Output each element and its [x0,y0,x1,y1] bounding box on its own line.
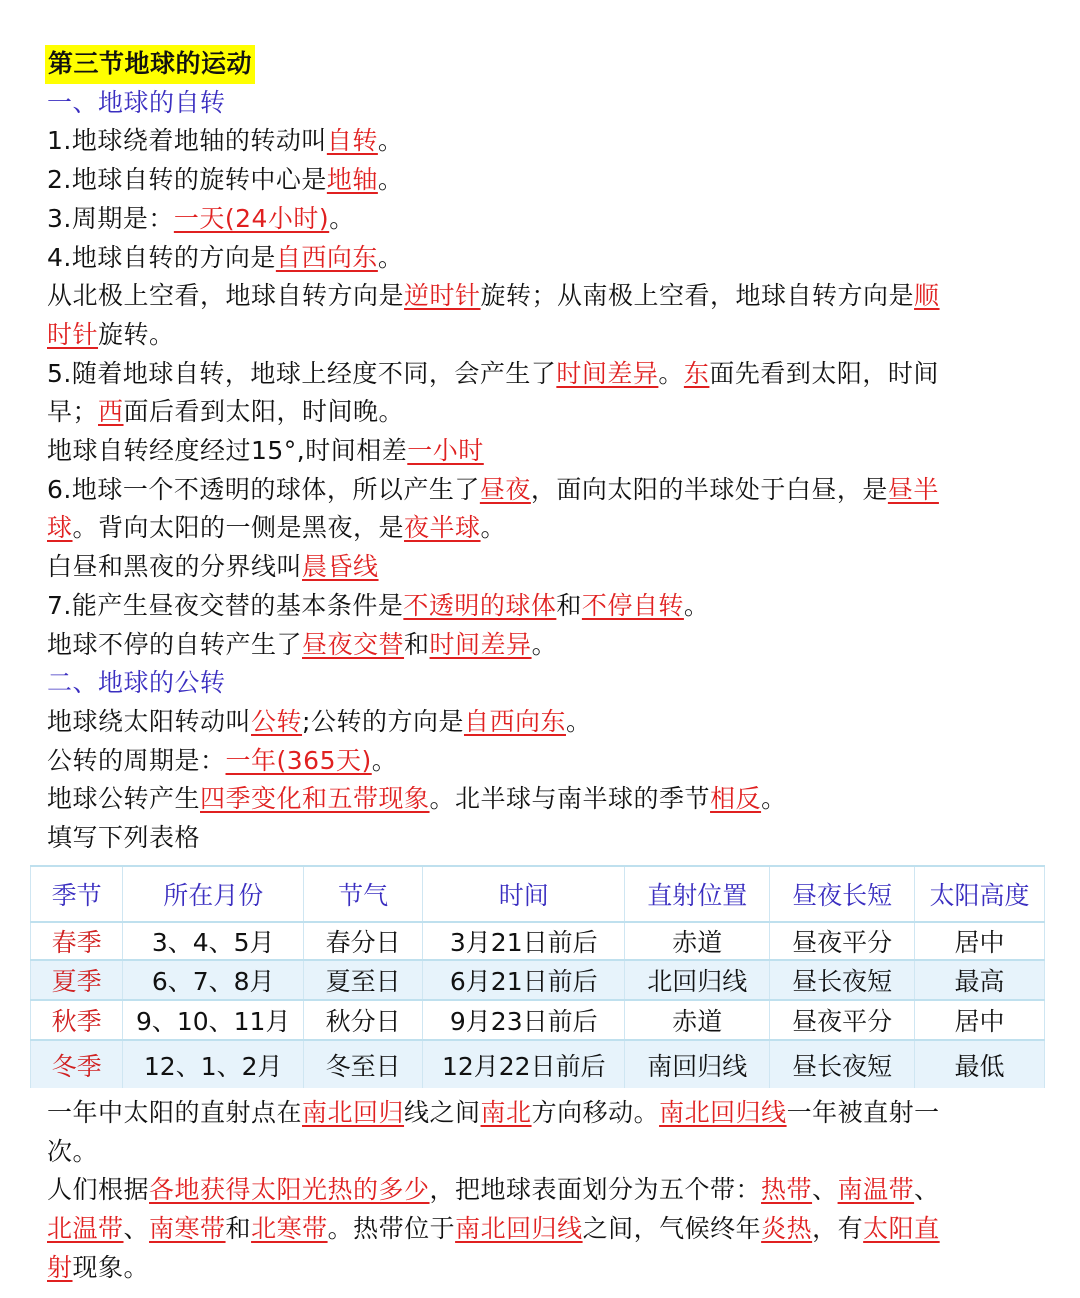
body-text: 、 [812,1175,838,1205]
answer-text: 公转 [251,706,303,736]
answer-text: 北温带 [47,1214,124,1244]
body-text: 。 [531,629,558,659]
body-text: 。 [371,745,398,775]
answer-text: 不透明的球体 [403,590,557,620]
answer-text: 一年(365天) [225,745,372,775]
table-cell: 北回归线 [625,960,770,1000]
body-text: ，有 [812,1214,864,1244]
answer-text: 南北回归 [302,1098,405,1127]
body-text: 。 [377,126,404,156]
table-cell: 昼长夜短 [770,960,915,1000]
table-row [31,960,1045,1000]
body-text: 白昼和黑夜的分界线叫 [47,552,303,582]
text-line [47,277,1047,316]
table-row [31,922,1045,960]
body-text: 。北半球与南半球的季节 [429,784,711,814]
table-cell: 最高 [915,960,1045,1000]
body-text: 3.周期是： [47,203,174,233]
body-text: 。热带位于 [327,1214,456,1244]
body-text: 方向移动。 [531,1098,660,1127]
answer-text: 相反 [710,784,762,814]
answer-text: 顺 [914,281,940,311]
answer-text: 昼夜 [479,474,531,504]
table-cell: 昼夜平分 [770,1000,915,1040]
body-text: 、 [914,1175,940,1205]
body-text: ;公转的方向是 [302,706,464,736]
table-cell: 赤道 [625,922,770,960]
body-text: 旋转。 [98,319,175,349]
text-line [47,703,1047,742]
body-text: 。 [565,706,592,736]
body-text: 。 [480,513,507,543]
table-cell: 6月21日前后 [423,960,625,1000]
table-cell: 12月22日前后 [423,1040,625,1088]
text-line [47,548,1047,587]
answer-text: 太阳直 [863,1214,940,1244]
text-line [47,161,1047,200]
answer-text: 炎热 [761,1214,813,1244]
answer-text: 地轴 [326,165,378,195]
rotation-notes [47,122,1047,664]
table-cell: 冬至日 [304,1040,423,1088]
answer-text: 逆时针 [404,281,481,311]
table-cell: 3、4、5月 [123,922,304,960]
answer-text: 自转 [326,126,378,156]
text-line [47,1249,1047,1288]
body-text: 面先看到太阳，时间 [709,358,939,388]
answer-text: 南北 [480,1098,532,1127]
table-row [31,1000,1045,1040]
body-text: 一年被直射一 [786,1098,940,1127]
column-header: 太阳高度 [915,866,1045,922]
body-text: 现象。 [72,1252,150,1282]
answer-text: 东 [683,358,710,388]
body-text: 地球公转产生 [47,784,201,814]
table-cell: 赤道 [625,1000,770,1040]
body-text: 地球自转经度经过15°,时间相差 [47,436,408,466]
answer-text: 西 [98,397,124,427]
body-text: 5.随着地球自转，地球上经度不同，会产生了 [47,358,557,388]
body-text: 7.能产生昼夜交替的基本条件是 [47,590,404,620]
text-line [47,471,1047,510]
table-row [31,1040,1045,1088]
table-cell: 冬季 [31,1040,123,1088]
body-text: 。 [329,203,355,233]
answer-text: 自西向东 [463,706,566,736]
text-line [47,200,1047,239]
section-title: 第三节地球的运动 [45,45,255,84]
revolution-notes [47,703,1047,858]
table-cell: 3月21日前后 [423,922,625,960]
table-cell: 最低 [915,1040,1045,1088]
body-text: 地球绕太阳转动叫 [47,706,252,736]
answer-text: 晨昏线 [302,552,379,582]
text-line [47,819,1047,858]
column-header: 昼夜长短 [770,866,915,922]
column-header: 季节 [31,866,123,922]
body-text: 从北极上空看，地球自转方向是 [47,281,405,311]
answer-text: 不停自转 [581,590,684,620]
body-text: 。 [377,165,404,195]
body-text: ，面向太阳的半球处于白昼，是 [530,474,888,504]
text-line [47,742,1047,781]
answer-text: 南温带 [837,1175,915,1205]
heading-revolution: 二、地球的公转 [47,668,226,698]
column-header: 时间 [423,866,625,922]
text-line [47,1171,1047,1210]
table-cell: 秋季 [31,1000,123,1040]
answer-text: 昼半 [887,474,939,504]
answer-text: 时间差异 [429,629,532,659]
answer-text: 昼夜交替 [302,629,405,659]
answer-text: 时间差异 [556,358,659,388]
answer-text: 一小时 [407,436,484,466]
text-line [47,626,1047,665]
answer-text: 南寒带 [149,1214,226,1244]
body-text: 填写下列表格 [47,823,201,853]
answer-text: 南北回归线 [455,1214,583,1244]
body-text: 之间，气候终年 [582,1214,762,1244]
body-text: 地球不停的自转产生了 [47,629,303,659]
text-line [47,432,1047,471]
answer-text: 四季变化和五带现象 [200,784,430,814]
answer-text: 自西向东 [275,242,378,272]
table-cell: 9月23日前后 [423,1000,625,1040]
answer-text: 北寒带 [251,1214,328,1244]
body-text: 。 [658,358,684,388]
answer-text: 各地获得太阳光热的多少 [149,1175,430,1205]
answer-text: 时针 [47,319,99,349]
body-text: 和 [225,1214,252,1244]
document-body [47,45,1047,858]
body-text: 次。 [47,1136,99,1166]
text-line [47,509,1047,548]
body-text: 旋转；从南极上空看，地球自转方向是 [480,281,915,311]
text-line [47,1094,1047,1133]
text-line [47,355,1047,394]
body-text: 公转的周期是： [47,745,226,775]
text-line [47,393,1047,432]
body-text: ，把地球表面划分为五个带： [429,1175,762,1205]
table-cell: 夏至日 [304,960,423,1000]
answer-text: 一天(24小时) [173,203,330,233]
seasons-table [30,865,1045,1088]
answer-text: 南北回归线 [659,1098,787,1127]
table-cell: 9、10、11月 [123,1000,304,1040]
text-line [47,239,1047,278]
column-header: 节气 [304,866,423,922]
table-cell: 春季 [31,922,123,960]
body-text: 线之间 [404,1098,481,1127]
table-cell: 夏季 [31,960,123,1000]
body-text: 早； [47,397,99,427]
sun-zone-notes [47,1094,1047,1288]
body-text: 。背向太阳的一侧是黑夜，是 [72,513,405,543]
body-text: 人们根据 [47,1175,150,1205]
body-text: 。 [761,784,787,814]
body-text: 。 [377,242,404,272]
body-text: 6.地球一个不透明的球体，所以产生了 [47,474,480,504]
answer-text: 球 [47,513,73,543]
table-cell: 南回归线 [625,1040,770,1088]
body-text: 面后看到太阳，时间晚。 [123,397,405,427]
text-line [47,316,1047,355]
body-text: 和 [556,590,582,620]
body-text: 2.地球自转的旋转中心是 [47,165,327,195]
body-text: 一年中太阳的直射点在 [47,1098,303,1127]
body-text: 。 [683,590,710,620]
table-cell: 居中 [915,922,1045,960]
text-line [47,1210,1047,1249]
text-line [47,780,1047,819]
text-line [47,587,1047,626]
body-text: 和 [404,629,430,659]
answer-text: 射 [47,1252,73,1282]
body-text: 4.地球自转的方向是 [47,242,276,272]
table-cell: 昼夜平分 [770,922,915,960]
text-line [47,1133,1047,1172]
body-text: 、 [123,1214,150,1244]
body-text: 1.地球绕着地轴的转动叫 [47,126,327,156]
column-header: 直射位置 [625,866,770,922]
text-line [47,122,1047,161]
table-cell: 6、7、8月 [123,960,304,1000]
column-header: 所在月份 [123,866,304,922]
table-cell: 春分日 [304,922,423,960]
answer-text: 夜半球 [404,513,481,543]
table-cell: 昼长夜短 [770,1040,915,1088]
table-cell: 秋分日 [304,1000,423,1040]
table-cell: 居中 [915,1000,1045,1040]
table-header-row [31,866,1045,922]
heading-rotation: 一、地球的自转 [47,87,226,117]
answer-text: 热带 [761,1175,813,1205]
table-cell: 12、1、2月 [123,1040,304,1088]
